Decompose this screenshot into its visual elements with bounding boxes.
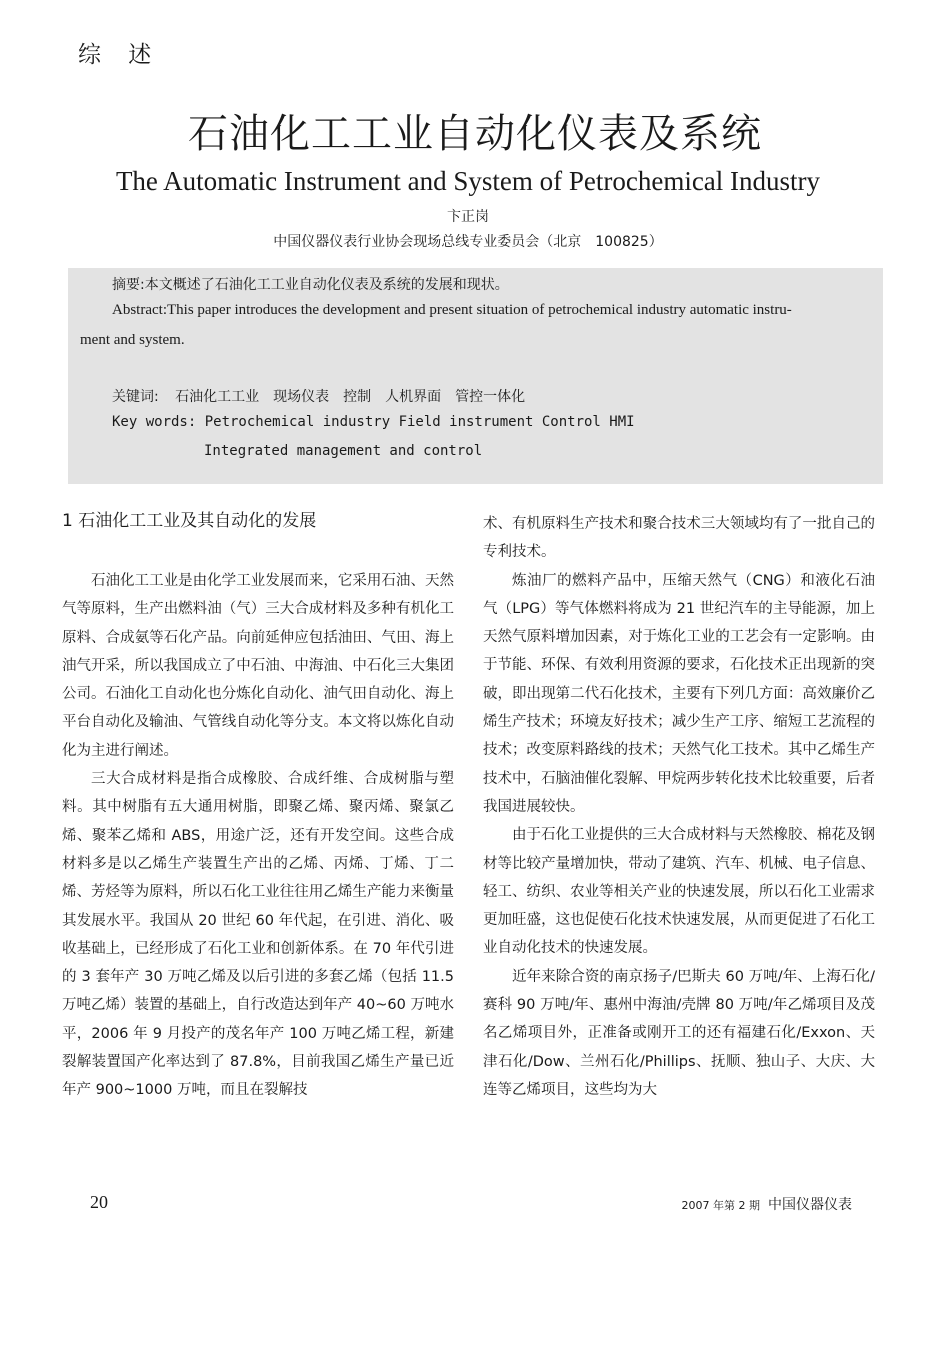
abstract-box [68,268,883,484]
right-column [483,510,875,1104]
body-paragraph: 三大合成材料是指合成橡胶、合成纤维、合成树脂与塑料。其中树脂有五大通用树脂，即聚乙烯、聚丙烯、聚氯乙烯、聚苯乙烯和 ABS，用途广泛，还有开发空间。这些合成材料多是以乙烯生产装置生产出的乙烯、丙烯、丁烯、丁二烯、芳烃等为原料，所以石化工业往往用乙烯生产能力来衡量其发展水平。我国从 20 世纪 60 年代起，在引进、消化、吸收基础上，已经形成了石化工业和创新体系。在 70 年代引进的 3 套年产 30 万吨乙烯及以后引进的多套乙烯（包括 11.5 万吨乙烯）装置的基础上，自行改造达到年产 40~60 万吨水平，2006 年 9 月投产的茂名年产 100 万吨乙烯工程，新建裂解装置国产化率达到了 87.8%，目前我国乙烯生产量已近年产 900~1000 万吨，而且在裂解技 [62,771,454,1099]
abstract-english-line1: Abstract:This paper introduces the development and present situation of petrochemical industry automatic instru- [112,302,792,318]
keywords-english-line2: Integrated management and control [204,443,483,459]
left-column [62,567,454,1105]
keywords-english-line1: Key words: Petrochemical industry Field instrument Control HMI [112,414,635,430]
section-tag: 综 述 [78,42,162,68]
section-heading: 1 石油化工工业及其自动化的发展 [62,511,317,531]
author: 卞正岗 [447,209,489,225]
title-chinese: 石油化工工业自动化仪表及系统 [188,111,762,157]
body-paragraph: 近年来除合资的南京扬子/巴斯夫 60 万吨/年、上海石化/赛科 90 万吨/年、惠州中海油/壳牌 80 万吨/年乙烯项目及茂名乙烯项目外，正准备或刚开工的还有福建石化/Exxon、天津石化/Dow、兰州石化/Phillips、抚顺、独山子、大庆、大连等乙烯项目，这些均为大 [483,968,875,1098]
keywords-chinese: 关键词: 石油化工工业 现场仪表 控制 人机界面 管控一体化 [112,389,526,405]
issue-label: 2007 年第 2 期 [681,1199,760,1212]
abstract-chinese: 摘要:本文概述了石油化工工业自动化仪表及系统的发展和现状。 [112,277,509,293]
body-paragraph: 炼油厂的燃料产品中，压缩天然气（CNG）和液化石油气（LPG）等气体燃料将成为 21 世纪汽车的主导能源，加上天然气原料增加因素，对于炼化工业的工艺会有一定影响。由于节能、环保、有效利用资源的要求，石化技术正出现新的突破，即出现第二代石化技术，主要有下列几方面：高效廉价乙烯生产技术；环境友好技术；减少生产工序、缩短工艺流程的技术；改变原料路线的技术；天然气化工技术。其中乙烯生产技术中，石脑油催化裂解、甲烷两步转化技术比较重要，后者我国进展较快。 [483,572,875,815]
title-english: The Automatic Instrument and System of Petrochemical Industry [115,166,821,196]
body-paragraph: 由于石化工业提供的三大合成材料与天然橡胶、棉花及钢材等比较产量增加快，带动了建筑、汽车、机械、电子信息、轻工、纺织、农业等相关产业的快速发展，所以石化工业需求更加旺盛，这也促使石化技术快速发展，从而更促进了石化工业自动化技术的快速发展。 [483,827,875,957]
journal-footer [682,1194,852,1214]
journal-name: 中国仪器仪表 [768,1197,852,1213]
body-paragraph: 术、有机原料生产技术和聚合技术三大领域均有了一批自己的专利技术。 [483,516,875,561]
body-paragraph: 石油化工工业是由化学工业发展而来，它采用石油、天然气等原料，生产出燃料油（气）三大合成材料及多种有机化工原料、合成氨等石化产品。向前延伸应包括油田、气田、海上油气开采，所以我国成立了中石油、中海油、中石化三大集团公司。石油化工自动化也分炼化自动化、油气田自动化、海上平台自动化及输油、气管线自动化等分支。本文将以炼化自动化为主进行阐述。 [62,573,454,759]
abstract-english-line2: ment and system. [80,332,185,348]
affiliation: 中国仪器仪表行业协会现场总线专业委员会（北京 100825） [273,234,663,250]
page-number: 20 [90,1192,108,1212]
